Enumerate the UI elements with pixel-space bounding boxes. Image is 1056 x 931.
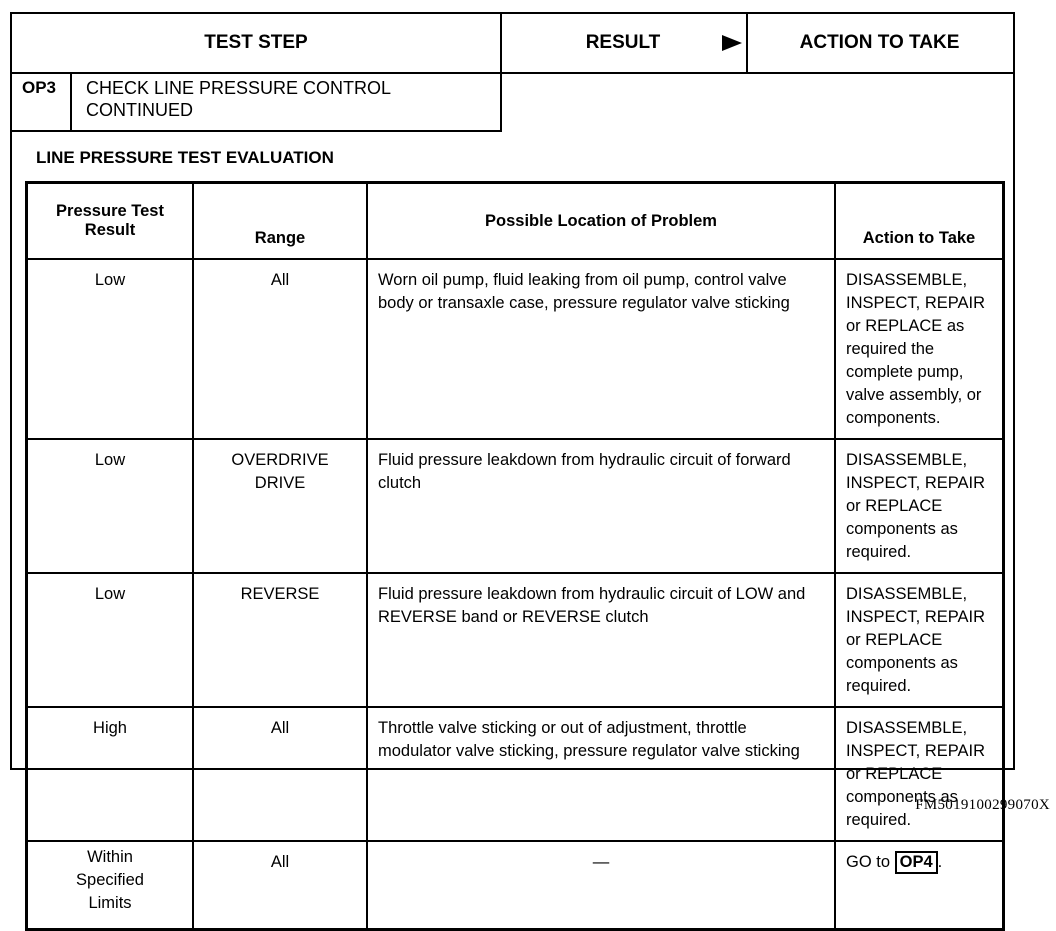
op4-link[interactable]: OP4 — [895, 851, 938, 874]
header-result — [500, 14, 748, 72]
header-test-step: TEST STEP — [12, 14, 502, 72]
cell-action: DISASSEMBLE, INSPECT, REPAIR or REPLACE as required the complete pump, valve assembly, or components. — [835, 259, 1004, 439]
table-row — [27, 707, 1004, 841]
cell-result: Low — [27, 573, 194, 707]
table-row — [27, 259, 1004, 439]
evaluation-table — [25, 181, 1005, 931]
cell-action: DISASSEMBLE, INSPECT, REPAIR or REPLACE components as required. — [835, 573, 1004, 707]
header-result-label: RESULT — [585, 32, 661, 53]
table-row — [27, 573, 1004, 707]
cell-result: Low — [27, 439, 194, 573]
cell-action: DISASSEMBLE, INSPECT, REPAIR or REPLACE components as required. — [835, 439, 1004, 573]
action-go-to: GO to — [846, 853, 891, 871]
cell-range: All — [193, 707, 367, 841]
table-row — [27, 841, 1004, 929]
cell-range: All — [193, 841, 367, 929]
section-title: LINE PRESSURE TEST EVALUATION — [36, 148, 334, 167]
figure-id: FM5019100299070X — [915, 797, 1050, 813]
cell-problem: Fluid pressure leakdown from hydraulic circuit of forward clutch — [367, 439, 835, 573]
cell-range: REVERSE — [193, 573, 367, 707]
cell-range: All — [193, 259, 367, 439]
table-header-row — [27, 183, 1004, 260]
cell-problem: Throttle valve sticking or out of adjustment, throttle modulator valve sticking, pressure regulator valve sticking — [367, 707, 835, 841]
table-row — [27, 439, 1004, 573]
cell-problem: — — [367, 841, 835, 929]
header-row — [12, 14, 1013, 74]
cell-result: Low — [27, 259, 194, 439]
cell-range: OVERDRIVE DRIVE — [193, 439, 367, 573]
cell-problem: Fluid pressure leakdown from hydraulic circuit of LOW and REVERSE band or REVERSE clutch — [367, 573, 835, 707]
cell-result: Within Specified Limits — [27, 841, 194, 929]
arrow-right-icon — [722, 35, 742, 51]
cell-problem: Worn oil pump, fluid leaking from oil pump, control valve body or transaxle case, pressure regulator valve sticking — [367, 259, 835, 439]
header-action: ACTION TO TAKE — [799, 32, 960, 53]
op-title-line1: CHECK LINE PRESSURE CONTROL — [86, 78, 392, 98]
op-step-id: OP3 — [12, 72, 72, 130]
op-step-box — [12, 72, 502, 132]
col-header-range: Range — [193, 183, 367, 260]
col-header-pressure-result: Pressure Test Result — [27, 183, 194, 260]
cell-action: DISASSEMBLE, INSPECT, REPAIR or REPLACE components as required. — [835, 707, 1004, 841]
op-title-line2: CONTINUED — [86, 100, 193, 120]
cell-action — [835, 841, 1004, 929]
op-step-title — [86, 77, 391, 121]
cell-result: High — [27, 707, 194, 841]
col-header-action: Action to Take — [835, 183, 1004, 260]
col-header-location: Possible Location of Problem — [367, 183, 835, 260]
action-period: . — [937, 853, 943, 871]
